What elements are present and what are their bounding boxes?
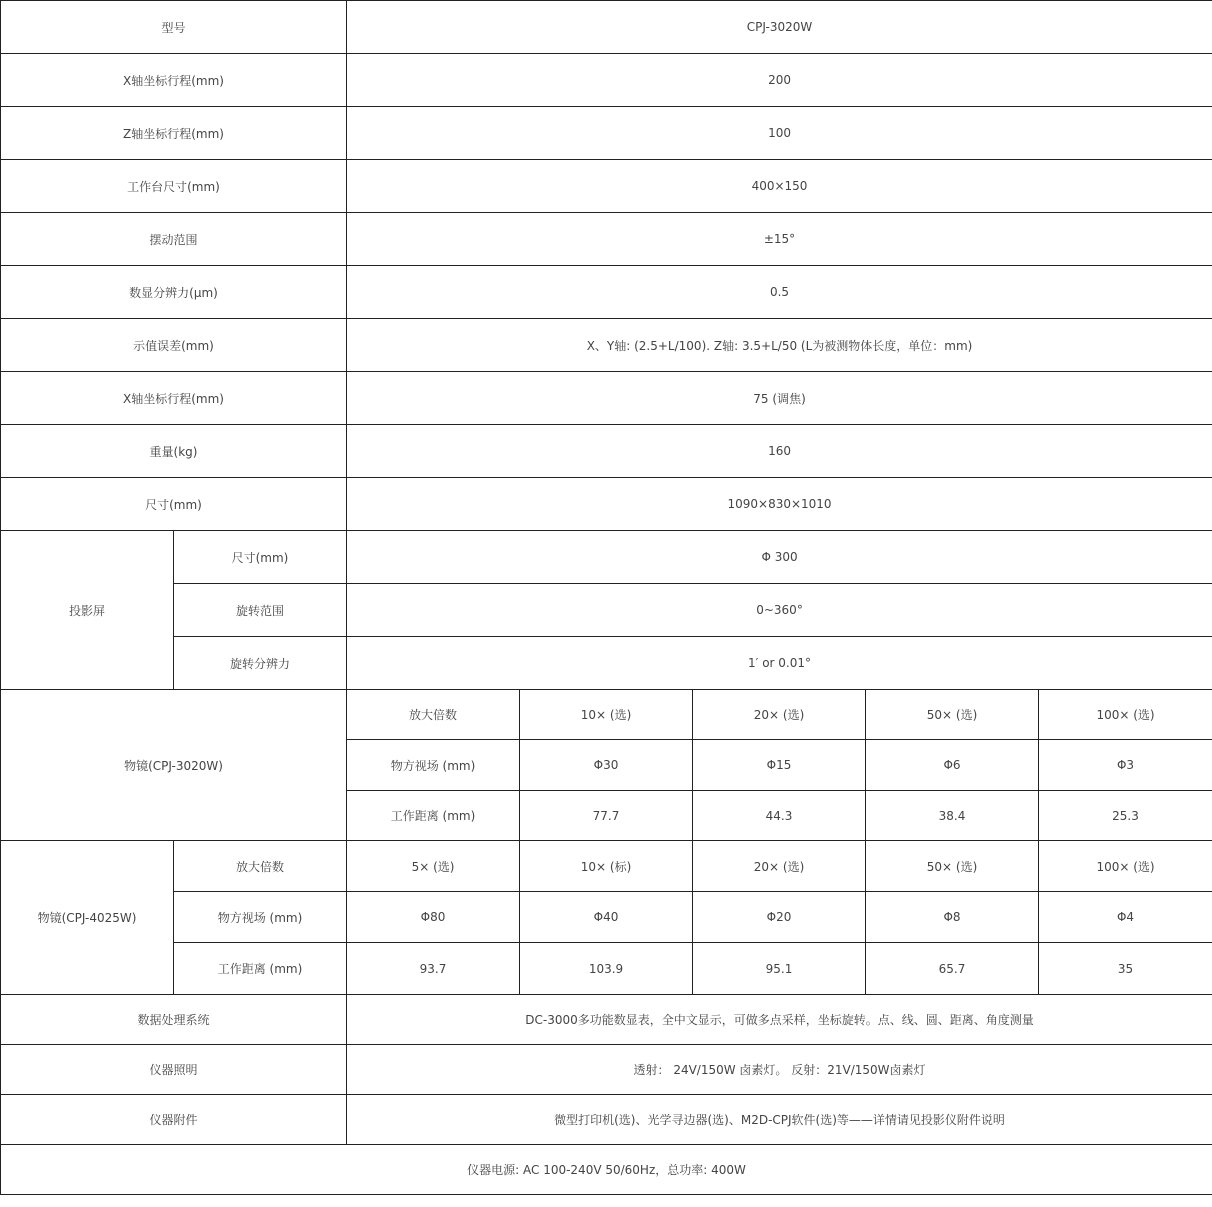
obj4025-cell: 100× (选) <box>1039 841 1212 892</box>
obj4025-row-field <box>1 892 1212 943</box>
label-accessories: 仪器附件 <box>1 1095 347 1145</box>
value-data-processing: DC-3000多功能数显表，全中文显示，可做多点采样，坐标旋转。点、线、圆、距离、角度测量 <box>347 995 1212 1045</box>
obj3020-label-working-distance: 工作距离 (mm) <box>347 791 520 841</box>
screen-value-rotation-range: 0~360° <box>347 584 1212 637</box>
screen-value-size: Φ 300 <box>347 531 1212 584</box>
obj4025-cell: 93.7 <box>347 943 520 995</box>
label-model: 型号 <box>1 1 347 54</box>
obj4025-group-label: 物镜(CPJ-4025W) <box>1 841 174 995</box>
label-z-travel: Z轴坐标行程(mm) <box>1 107 347 160</box>
obj3020-row-magnification <box>1 690 1212 740</box>
screen-label-rotation-range: 旋转范围 <box>174 584 347 637</box>
screen-group-label: 投影屏 <box>1 531 174 690</box>
value-x-travel: 200 <box>347 54 1212 107</box>
obj4025-cell: Φ40 <box>520 892 693 943</box>
obj3020-label-magnification: 放大倍数 <box>347 690 520 740</box>
label-swing-range: 摆动范围 <box>1 213 347 266</box>
spec-row-weight <box>1 425 1212 478</box>
obj4025-cell: Φ80 <box>347 892 520 943</box>
obj4025-cell: Φ4 <box>1039 892 1212 943</box>
obj3020-cell: Φ30 <box>520 740 693 791</box>
spec-row-swing-range <box>1 213 1212 266</box>
obj4025-cell: 50× (选) <box>866 841 1039 892</box>
label-weight: 重量(kg) <box>1 425 347 478</box>
obj4025-cell: 10× (标) <box>520 841 693 892</box>
spec-row-x-travel <box>1 54 1212 107</box>
value-dimensions: 1090×830×1010 <box>347 478 1212 531</box>
screen-row-rotation-resolution <box>1 637 1212 690</box>
obj4025-label-working-distance: 工作距离 (mm) <box>174 943 347 995</box>
obj3020-cell: Φ3 <box>1039 740 1212 791</box>
obj4025-cell: 65.7 <box>866 943 1039 995</box>
obj4025-cell: 103.9 <box>520 943 693 995</box>
label-focus-travel: X轴坐标行程(mm) <box>1 372 347 425</box>
screen-row-size <box>1 531 1212 584</box>
value-illumination: 透射： 24V/150W 卤素灯。 反射：21V/150W卤素灯 <box>347 1045 1212 1095</box>
spec-row-model <box>1 1 1212 54</box>
value-z-travel: 100 <box>347 107 1212 160</box>
obj4025-cell: Φ8 <box>866 892 1039 943</box>
obj4025-cell: 5× (选) <box>347 841 520 892</box>
obj3020-cell: 20× (选) <box>693 690 866 740</box>
obj3020-cell: 44.3 <box>693 791 866 841</box>
value-stage-size: 400×150 <box>347 160 1212 213</box>
label-illumination: 仪器照明 <box>1 1045 347 1095</box>
label-x-travel: X轴坐标行程(mm) <box>1 54 347 107</box>
obj3020-cell: 77.7 <box>520 791 693 841</box>
value-focus-travel: 75 (调焦) <box>347 372 1212 425</box>
spec-row-dimensions <box>1 478 1212 531</box>
obj3020-cell: 38.4 <box>866 791 1039 841</box>
spec-row-stage-size <box>1 160 1212 213</box>
power-note: 仪器电源: AC 100-240V 50/60Hz，总功率: 400W <box>1 1145 1212 1195</box>
obj4025-cell: 95.1 <box>693 943 866 995</box>
system-row-data-processing <box>1 995 1212 1045</box>
spec-row-resolution <box>1 266 1212 319</box>
obj4025-cell: Φ20 <box>693 892 866 943</box>
obj3020-cell: Φ6 <box>866 740 1039 791</box>
obj3020-cell: 100× (选) <box>1039 690 1212 740</box>
value-accessories: 微型打印机(选)、光学寻边器(选)、M2D-CPJ软件(选)等——详情请见投影仪附件说明 <box>347 1095 1212 1145</box>
label-resolution: 数显分辨力(μm) <box>1 266 347 319</box>
spec-row-error <box>1 319 1212 372</box>
obj3020-cell: 25.3 <box>1039 791 1212 841</box>
spec-row-focus-travel <box>1 372 1212 425</box>
obj4025-cell: 35 <box>1039 943 1212 995</box>
obj4025-row-working-distance <box>1 943 1212 995</box>
value-model: CPJ-3020W <box>347 1 1212 54</box>
screen-value-rotation-resolution: 1′ or 0.01° <box>347 637 1212 690</box>
obj3020-cell: 50× (选) <box>866 690 1039 740</box>
screen-label-size: 尺寸(mm) <box>174 531 347 584</box>
label-stage-size: 工作台尺寸(mm) <box>1 160 347 213</box>
obj4025-row-magnification <box>1 841 1212 892</box>
obj3020-label-field: 物方视场 (mm) <box>347 740 520 791</box>
obj4025-label-magnification: 放大倍数 <box>174 841 347 892</box>
screen-row-rotation-range <box>1 584 1212 637</box>
system-row-illumination <box>1 1045 1212 1095</box>
value-error: X、Y轴: (2.5+L/100). Z轴: 3.5+L/50 (L为被测物体长度，单位：mm) <box>347 319 1212 372</box>
value-weight: 160 <box>347 425 1212 478</box>
obj4025-label-field: 物方视场 (mm) <box>174 892 347 943</box>
value-resolution: 0.5 <box>347 266 1212 319</box>
obj3020-group-label: 物镜(CPJ-3020W) <box>1 690 347 841</box>
label-dimensions: 尺寸(mm) <box>1 478 347 531</box>
obj3020-cell: Φ15 <box>693 740 866 791</box>
spec-row-z-travel <box>1 107 1212 160</box>
system-row-accessories <box>1 1095 1212 1145</box>
obj3020-cell: 10× (选) <box>520 690 693 740</box>
label-error: 示值误差(mm) <box>1 319 347 372</box>
value-swing-range: ±15° <box>347 213 1212 266</box>
power-row <box>1 1145 1212 1195</box>
obj4025-cell: 20× (选) <box>693 841 866 892</box>
label-data-processing: 数据处理系统 <box>1 995 347 1045</box>
screen-label-rotation-resolution: 旋转分辨力 <box>174 637 347 690</box>
